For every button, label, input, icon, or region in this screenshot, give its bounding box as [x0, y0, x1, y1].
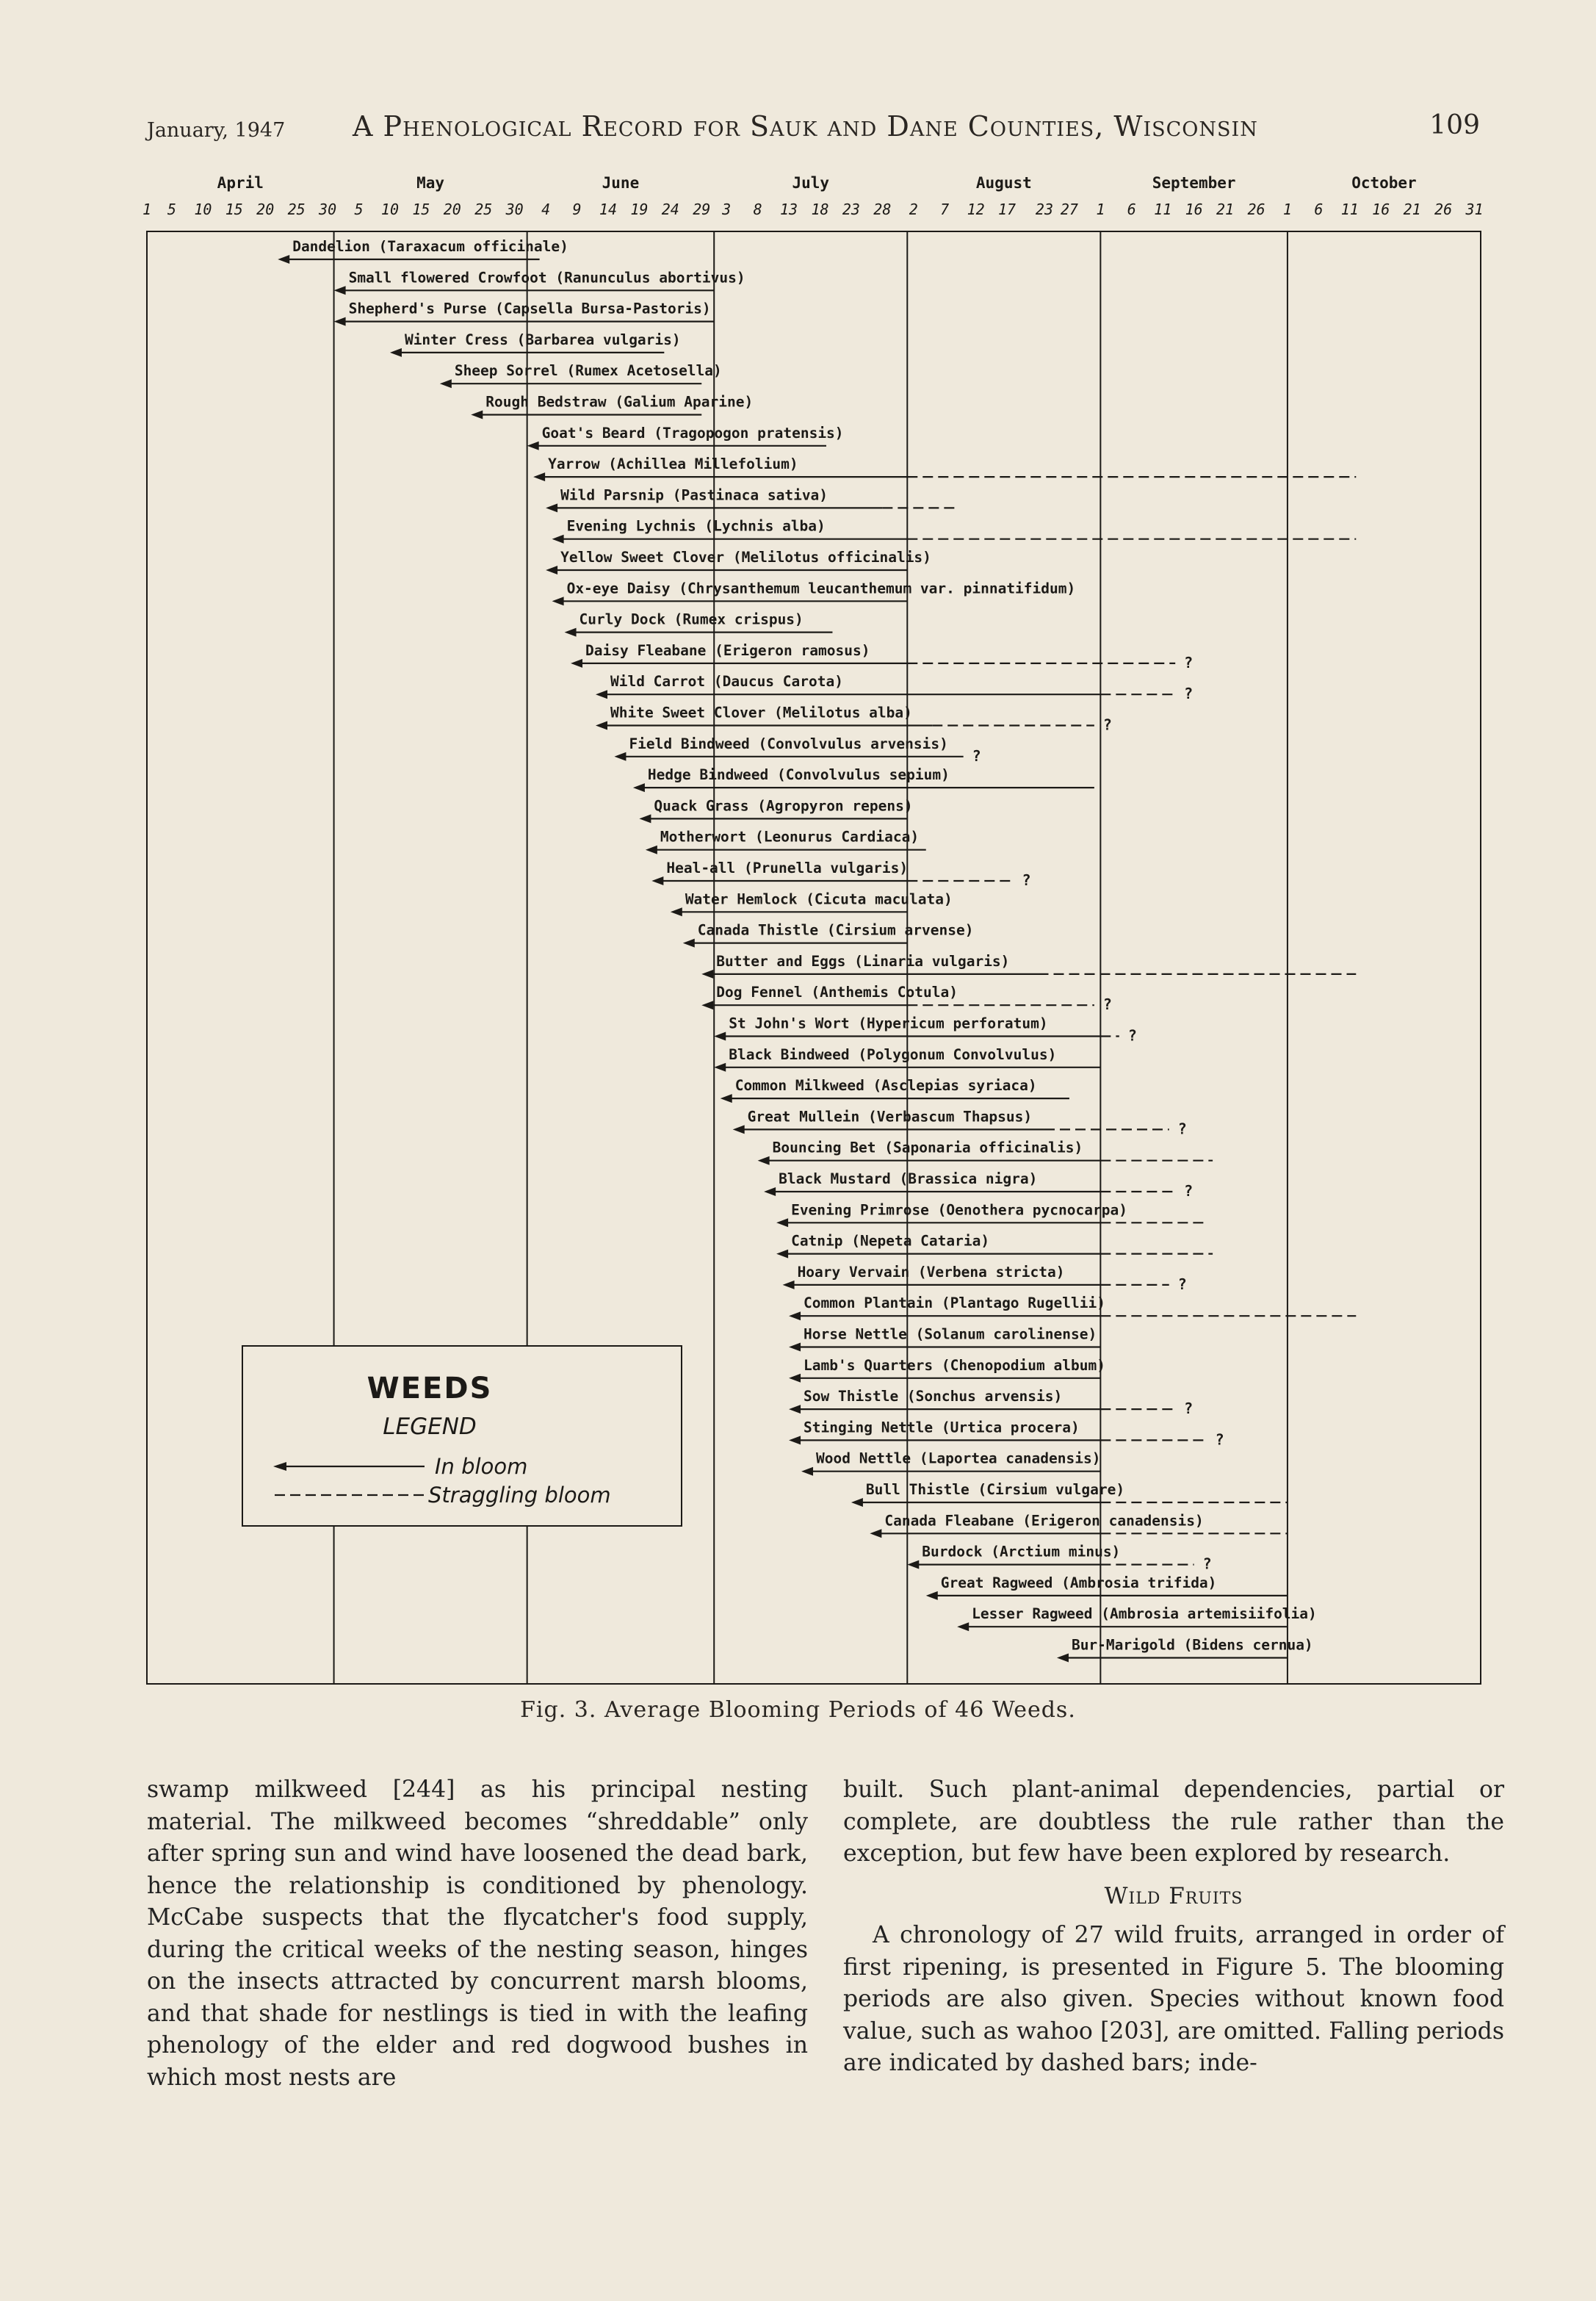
bloom-row: [907, 1544, 1211, 1573]
tick-label: 25: [474, 201, 493, 218]
bloom-arrowhead: [789, 1405, 801, 1414]
weed-label: Curly Dock (Rumex crispus): [579, 611, 804, 628]
bloom-row: [671, 890, 953, 916]
legend-in-bloom-label: In bloom: [435, 1454, 528, 1479]
bloom-arrowhead: [714, 1063, 726, 1072]
body-paragraph: built. Such plant-animal dependencies, partial or complete, are doubtless the rule rather than the exception, but few have been explored by research.: [843, 1776, 1504, 1867]
weed-label: Bull Thistle (Cirsium vulgare): [865, 1481, 1125, 1498]
uncertain-mark: ?: [1022, 871, 1031, 889]
bloom-arrowhead: [334, 286, 346, 295]
tick-label: 10: [194, 201, 212, 218]
weed-label: Burdock (Arctium minus): [922, 1543, 1121, 1560]
bloom-arrowhead: [651, 876, 663, 885]
tick-label: 15: [225, 201, 243, 218]
bloom-row: [278, 238, 568, 264]
tick-label: 7: [940, 201, 950, 218]
bloom-arrowhead: [801, 1467, 813, 1476]
uncertain-mark: ?: [1177, 1120, 1187, 1138]
bloom-arrowhead: [527, 442, 539, 450]
tick-label: 20: [256, 201, 275, 218]
bloom-row: [870, 1512, 1288, 1538]
bloom-row: [776, 1233, 1213, 1258]
bloom-row: [614, 735, 981, 765]
uncertain-mark: ?: [1127, 1026, 1137, 1045]
bloom-arrowhead: [533, 472, 545, 481]
bloom-arrowhead: [789, 1374, 801, 1383]
bloom-row: [527, 425, 844, 450]
bloom-arrowhead: [552, 597, 564, 605]
weed-label: Winter Cress (Barbarea vulgaris): [404, 331, 681, 348]
bloom-arrowhead: [440, 379, 452, 388]
weed-label: Dog Fennel (Anthemis Cotula): [716, 984, 958, 1001]
month-label: October: [1351, 174, 1417, 192]
weed-label: Wild Parsnip (Pastinaca sativa): [560, 486, 828, 504]
bloom-row: [552, 518, 1357, 544]
tick-label: 27: [1060, 201, 1078, 218]
tick-label: 30: [319, 201, 337, 218]
bloom-row: [783, 1264, 1187, 1293]
month-label: July: [792, 174, 830, 192]
weed-label: Wood Nettle (Laportea canadensis): [816, 1450, 1101, 1467]
weed-label: Evening Lychnis (Lychnis alba): [566, 517, 826, 535]
weed-label: Quack Grass (Agropyron repens): [654, 797, 913, 815]
bloom-row: [440, 362, 722, 388]
bloom-arrowhead: [565, 628, 577, 637]
tick-label: 14: [599, 201, 618, 218]
tick-label: 21: [1216, 201, 1235, 218]
weed-label: Butter and Eggs (Linaria vulgaris): [716, 952, 1010, 970]
bloom-row: [334, 300, 715, 326]
tick-label: 3: [722, 201, 732, 218]
bloom-arrowhead: [789, 1311, 801, 1320]
bloom-row: [701, 953, 1356, 979]
bloom-arrowhead: [683, 939, 695, 948]
bloom-row: [471, 394, 753, 419]
body-paragraph: swamp milkweed [244] as his principal nesting material. The milkweed becomes “shreddable” only after spring sun and wind have loosened the dead bark, hence the relationship is conditioned by phenology. McCabe suspects that the flycatcher's food supply, during the critical weeks of the nesting season, hinges on the insects attracted by concurrent marsh blooms, and that shade for nestlings is tied in with the leafing phenology of the elder and red dogwood bushes in which most nests are: [147, 1776, 808, 2091]
weed-label: Hedge Bindweed (Convolvulus sepium): [647, 766, 950, 784]
month-label: June: [602, 174, 640, 192]
tick-label: 16: [1185, 201, 1203, 218]
bloom-row: [565, 611, 833, 637]
tick-label: 6: [1127, 201, 1136, 218]
tick-label: 6: [1314, 201, 1324, 218]
weed-label: Sheep Sorrel (Rumex Acetosella): [454, 362, 722, 380]
bloom-row: [776, 1201, 1207, 1227]
weed-label: Motherwort (Leonurus Cardiaca): [660, 828, 920, 846]
weed-label: Goat's Beard (Tragopogon pratensis): [541, 424, 844, 442]
bloom-arrowhead: [334, 317, 346, 326]
weed-label: White Sweet Clover (Melilotus alba): [610, 704, 912, 721]
weed-label: Common Plantain (Plantago Rugellii): [804, 1294, 1105, 1312]
uncertain-mark: ?: [1184, 1400, 1194, 1418]
bloom-row: [789, 1357, 1105, 1383]
bloom-arrowhead: [851, 1498, 863, 1507]
figure-caption: Fig. 3. Average Blooming Periods of 46 Weeds.: [520, 1697, 1076, 1723]
bloom-arrowhead: [776, 1250, 788, 1258]
weed-label: Hoary Vervain (Verbena stricta): [797, 1263, 1065, 1281]
bloom-row: [390, 331, 681, 357]
bloom-row: [646, 829, 926, 854]
body-paragraph: A chronology of 27 wild fruits, arranged in order of first ripening, is presented in Figure 5. The blooming periods are also given. Species without known food value, such as wahoo [203], are omitted. Falling periods are indicated by dashed bars; inde-: [843, 1922, 1504, 2076]
bloom-row: [639, 797, 912, 823]
legend-straggling-label: Straggling bloom: [428, 1483, 611, 1508]
bloom-row: [714, 1015, 1137, 1045]
bloom-arrowhead: [390, 348, 402, 357]
tick-label: 26: [1247, 201, 1265, 218]
bloom-arrowhead: [1057, 1654, 1069, 1663]
weed-label: Bur-Marigold (Bidens cernua): [1071, 1636, 1313, 1654]
weed-label: Great Mullein (Verbascum Thapsus): [747, 1108, 1033, 1126]
tick-label: 11: [1340, 201, 1359, 218]
weed-label: Evening Primrose (Oenothera pycnocarpa): [791, 1201, 1127, 1219]
bloom-row: [789, 1388, 1193, 1417]
uncertain-mark: ?: [1202, 1555, 1212, 1573]
uncertain-mark: ?: [1184, 653, 1194, 671]
bloom-arrowhead: [721, 1094, 732, 1103]
bloom-arrowhead: [639, 814, 651, 823]
bloom-row: [552, 580, 1076, 605]
tick-label: 5: [354, 201, 364, 218]
weed-label: Lamb's Quarters (Chenopodium album): [804, 1356, 1105, 1374]
bloom-arrowhead: [552, 535, 564, 544]
tick-label: 24: [661, 201, 679, 218]
bloom-row: [571, 642, 1193, 671]
tick-label: 15: [412, 201, 430, 218]
body-column-left: [147, 1774, 808, 2094]
section-heading: Wild Fruits: [1104, 1882, 1243, 1909]
bloom-row: [721, 1077, 1069, 1103]
tick-label: 23: [1035, 201, 1054, 218]
bloom-row: [533, 455, 1356, 481]
uncertain-mark: ?: [1177, 1275, 1187, 1293]
uncertain-mark: ?: [1184, 1182, 1194, 1200]
tick-label: 11: [1154, 201, 1172, 218]
weed-label: Black Bindweed (Polygonum Convolvulus): [729, 1045, 1057, 1063]
bloom-row: [851, 1481, 1288, 1507]
month-label: August: [975, 174, 1032, 192]
bloom-arrowhead: [764, 1187, 776, 1196]
bloom-arrowhead: [596, 690, 607, 699]
weed-label: Rough Bedstraw (Galium Aparine): [485, 393, 754, 411]
tick-label: 13: [780, 201, 798, 218]
bloom-row: [764, 1170, 1193, 1200]
bloom-arrowhead: [789, 1436, 801, 1444]
bloom-arrowhead: [758, 1156, 770, 1165]
bloom-arrowhead: [646, 846, 657, 854]
tick-label: 30: [505, 201, 524, 218]
weed-label: Dandelion (Taraxacum officinale): [292, 238, 568, 255]
bloom-arrowhead: [870, 1529, 881, 1538]
tick-label: 29: [693, 201, 711, 218]
bloom-row: [683, 922, 974, 948]
weed-label: Catnip (Nepeta Cataria): [791, 1232, 990, 1250]
tick-label: 8: [753, 201, 762, 218]
bloom-row: [633, 766, 1094, 792]
weed-label: Canada Thistle (Cirsium arvense): [697, 921, 974, 939]
weed-label: Yarrow (Achillea Millefolium): [548, 455, 798, 473]
tick-label: 9: [572, 201, 582, 218]
tick-label: 18: [811, 201, 829, 218]
bloom-row: [546, 486, 957, 512]
weed-label: Wild Carrot (Daucus Carota): [610, 673, 843, 691]
bloom-arrowhead: [596, 721, 607, 730]
legend-subtitle: LEGEND: [383, 1414, 477, 1440]
uncertain-mark: ?: [1102, 995, 1112, 1014]
bloom-row: [789, 1419, 1224, 1448]
tick-label: 2: [909, 201, 918, 218]
weed-label: Water Hemlock (Cicuta maculata): [685, 890, 953, 908]
bloom-row: [334, 269, 745, 295]
bloom-arrowhead: [614, 752, 626, 761]
weed-label: St John's Wort (Hypericum perforatum): [729, 1015, 1048, 1032]
bloom-row: [801, 1450, 1100, 1476]
bloom-row: [733, 1108, 1187, 1137]
bloom-row: [1057, 1637, 1313, 1663]
bloom-arrowhead: [671, 907, 682, 916]
tick-label: 23: [842, 201, 860, 218]
weed-label: Black Mustard (Brassica nigra): [779, 1170, 1038, 1187]
bloom-row: [714, 1046, 1100, 1072]
tick-label: 16: [1372, 201, 1390, 218]
bloom-row: [789, 1326, 1100, 1352]
weed-label: Canada Fleabane (Erigeron canadensis): [884, 1512, 1204, 1530]
running-header-date: January, 1947: [147, 119, 286, 142]
body-column-right: [843, 1774, 1504, 2080]
bloom-arrowhead: [278, 255, 289, 264]
bloom-arrowhead: [957, 1622, 969, 1631]
bloom-row: [789, 1294, 1356, 1320]
tick-label: 10: [380, 201, 400, 218]
bloom-arrowhead: [733, 1125, 745, 1134]
bloom-arrowhead: [571, 659, 582, 668]
tick-label: 17: [998, 201, 1017, 218]
weed-label: Bouncing Bet (Saponaria officinalis): [772, 1139, 1083, 1156]
bloom-arrowhead: [471, 411, 483, 419]
tick-label: 31: [1465, 201, 1484, 218]
tick-label: 25: [287, 201, 306, 218]
legend-title: WEEDS: [366, 1372, 493, 1405]
bloom-arrowhead: [701, 1001, 713, 1009]
month-label: May: [416, 174, 445, 192]
tick-label: 1: [1282, 201, 1292, 218]
bloom-arrowhead: [714, 1032, 726, 1041]
running-header-title: A Phenological Record for Sauk and Dane Counties, Wisconsin: [353, 110, 1258, 143]
bloom-arrowhead: [907, 1560, 919, 1569]
weed-label: Small flowered Crowfoot (Ranunculus abortivus): [348, 269, 745, 287]
bloom-arrowhead: [776, 1218, 788, 1227]
weed-label: Lesser Ragweed (Ambrosia artemisiifolia): [972, 1605, 1317, 1623]
weed-label: Sow Thistle (Sonchus arvensis): [804, 1388, 1063, 1405]
weed-label: Stinging Nettle (Urtica procera): [804, 1419, 1080, 1436]
weed-label: Common Milkweed (Asclepias syriaca): [734, 1077, 1037, 1095]
uncertain-mark: ?: [1102, 716, 1112, 734]
tick-label: 21: [1403, 201, 1421, 218]
uncertain-mark: ?: [1184, 685, 1194, 703]
bloom-row: [651, 860, 1030, 889]
bloom-arrowhead: [789, 1343, 801, 1352]
bloom-row: [926, 1574, 1288, 1600]
tick-label: 5: [167, 201, 176, 218]
bloom-arrowhead: [546, 503, 557, 512]
weed-label: Daisy Fleabane (Erigeron ramosus): [585, 641, 870, 659]
tick-label: 4: [541, 201, 551, 218]
tick-label: 12: [967, 201, 985, 218]
weed-label: Shepherd's Purse (Capsella Bursa-Pastoris): [348, 300, 711, 317]
weed-label: Yellow Sweet Clover (Melilotus officinalis): [560, 549, 931, 566]
bloom-row: [596, 673, 1193, 702]
month-label: September: [1152, 174, 1236, 192]
bloom-row: [957, 1605, 1317, 1631]
bloom-row: [758, 1139, 1213, 1165]
weed-label: Heal-all (Prunella vulgaris): [666, 860, 909, 876]
uncertain-mark: ?: [972, 746, 981, 765]
weed-label: Great Ragweed (Ambrosia trifida): [940, 1574, 1217, 1591]
bloom-arrowhead: [633, 783, 645, 792]
tick-label: 1: [142, 201, 152, 218]
month-label: April: [217, 174, 264, 192]
weed-label: Ox-eye Daisy (Chrysanthemum leucanthemum var. pinnatifidum): [566, 580, 1076, 597]
tick-label: 28: [873, 201, 892, 218]
bloom-arrowhead: [783, 1281, 795, 1289]
tick-label: 1: [1096, 201, 1105, 218]
bloom-arrowhead: [701, 970, 713, 979]
uncertain-mark: ?: [1215, 1430, 1224, 1449]
tick-label: 19: [630, 201, 649, 218]
page-number: 109: [1429, 110, 1480, 140]
tick-label: 20: [443, 201, 461, 218]
bloom-row: [596, 705, 1112, 734]
chart-legend: [242, 1346, 682, 1526]
bloom-arrowhead: [546, 566, 557, 575]
weed-label: Field Bindweed (Convolvulus arvensis): [629, 735, 948, 752]
bloom-arrowhead: [926, 1591, 938, 1600]
bloom-row: [546, 549, 931, 575]
tick-label: 26: [1434, 201, 1453, 218]
weed-label: Horse Nettle (Solanum carolinense): [804, 1325, 1097, 1343]
